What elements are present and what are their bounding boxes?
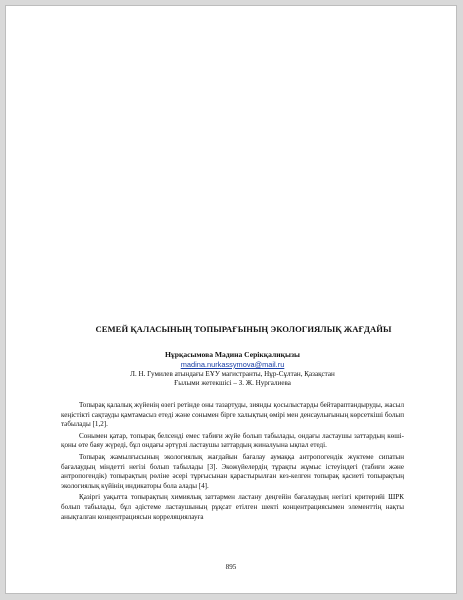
body-paragraph-3: Топырақ жамылғысының экологиялық жағдайын бағалау аумаққа антропогендік жүктеме сипатын бағалаудың міндетті негізі болып табылады [3]. Экожүйелердің тұрақты жұмыс істеуіндегі (табиғи және антропогендік) топырақтың рөліне әсері тұрғысынан қарастырылған кез-келген топырақ қасиеті топырақтың экологиялық күйінің индикаторы бола алады [4]. [61, 452, 404, 490]
author-affiliation: Л. Н. Гумилев атындағы ЕҰУ магистранты, Нұр-Сұлтан, Қазақстан [130, 370, 335, 378]
paper-page [6, 6, 456, 593]
body-paragraph-2: Сонымен қатар, топырақ белсенді емес табиғи жүйе болып табылады, ондағы ластаушы заттардың көші-қоны өте баяу жүреді, бұл ондағы әртүрлі ластаушы заттардың жиналуына ықпал етеді. [61, 431, 404, 450]
body-paragraph-1: Топырақ қалалық жүйенің өзегі ретінде оны тазартуды, зиянды қосылыстарды бейтараптандыруды, жасыл кеңістікті сақтауды қамтамасыз етеді және сонымен бірге халықтың өмірі мен денсаулығының көрсеткіші болып табылады [1,2]. [61, 401, 404, 429]
paper-title: СЕМЕЙ ҚАЛАСЫНЫҢ ТОПЫРАҒЫНЫҢ ЭКОЛОГИЯЛЫҚ ЖАҒДАЙЫ [95, 324, 392, 334]
body-paragraph-4: Қазіргі уақытта топырақтың химиялық заттармен ластану деңгейін бағалаудың негізгі критерийі ШРК болып табылады, бұл әдістеме ластаушының рұқсат етілген шекті концентрациясымен элементтің нақты анықталған концентрациясын корреляциялауға [61, 493, 404, 521]
page-number: 895 [225, 563, 237, 571]
author-email-link[interactable]: madina.nurkassymova@mail.ru [180, 360, 285, 369]
author-name: Нұрқасымова Мадина Серікқалиқызы [165, 350, 300, 359]
paper-body [61, 324, 404, 524]
scientific-advisor: Ғылыми жетекшісі – З. Ж. Нургалиева [174, 379, 291, 387]
